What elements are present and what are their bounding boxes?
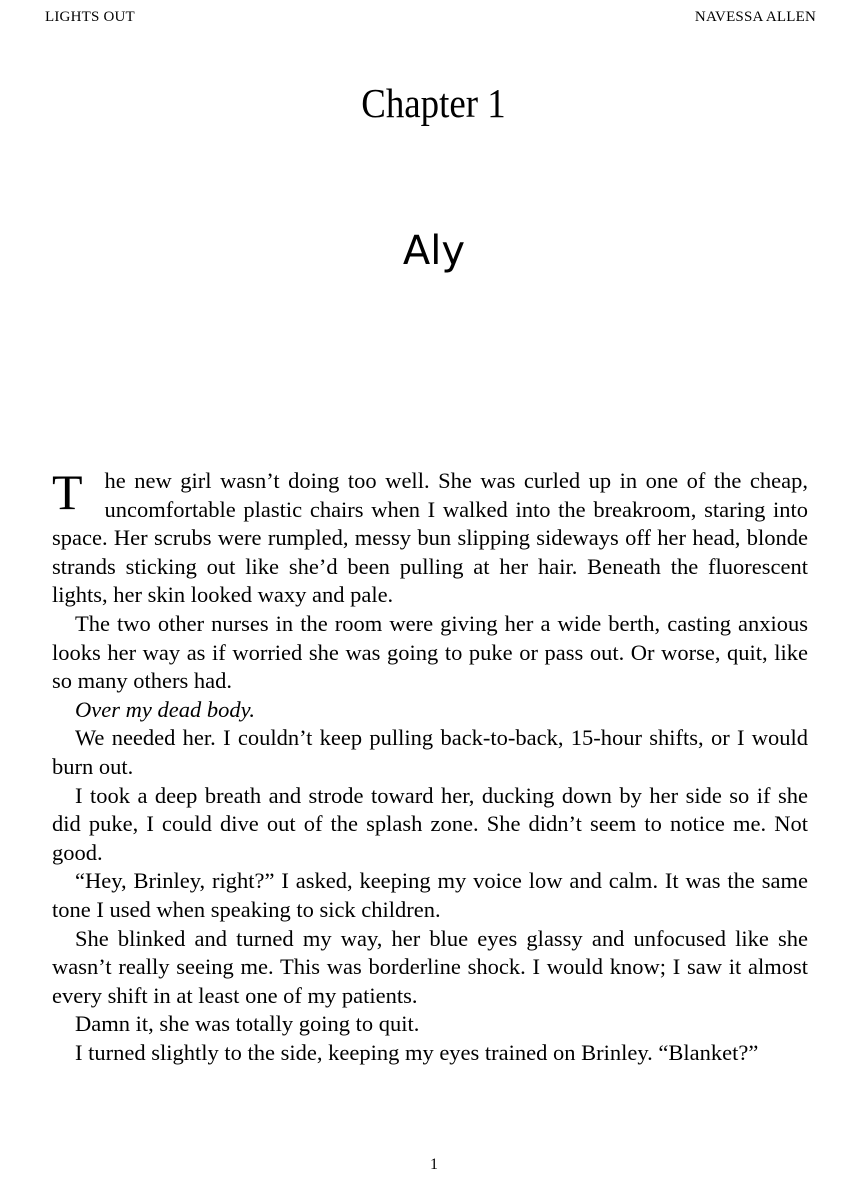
page-number: 1 [430, 1156, 438, 1173]
chapter-pov-name: Aly [402, 228, 466, 274]
paragraph-1 [52, 464, 808, 610]
paragraph-2: The two other nurses in the room were giving her a wide berth, casting anxious looks her way as if worried she was going to puke or pass out. Or worse, quit, like so many others had. [52, 610, 808, 694]
drop-cap: T [52, 464, 83, 520]
chapter-title: Chapter 1 [361, 80, 506, 126]
paragraph-9: I turned slightly to the side, keeping my eyes trained on Brinley. “Blanket?” [75, 1039, 759, 1065]
paragraph-6: “Hey, Brinley, right?” I asked, keeping my voice low and calm. It was the same tone I used when speaking to sick children. [52, 868, 808, 922]
paragraph-1-text: he new girl wasn’t doing too well. She was curled up in one of the cheap, uncomfortable plastic chairs when I walked into the breakroom, staring into space. Her scrubs were rumpled, messy bun slipping sideways off her head, blonde strands sticking out like she’d been pulling at her hair. Beneath the fluorescent lights, her skin looked waxy and pale. [52, 468, 808, 608]
chapter-body [52, 464, 808, 1067]
paragraph-8: Damn it, she was totally going to quit. [75, 1011, 420, 1037]
paragraph-3: Over my dead body. [75, 696, 255, 722]
paragraph-4: We needed her. I couldn’t keep pulling back-to-back, 15-hour shifts, or I would burn out. [52, 725, 808, 779]
running-head-title: LIGHTS OUT [45, 9, 135, 25]
paragraph-7: She blinked and turned my way, her blue eyes glassy and unfocused like she wasn’t really seeing me. This was borderline shock. I would know; I saw it almost every shift in at least one of my patients. [52, 925, 808, 1008]
running-head-author: NAVESSA ALLEN [694, 9, 816, 25]
paragraph-5: I took a deep breath and strode toward her, ducking down by her side so if she did puke, I could dive out of the splash zone. She didn’t seem to notice me. Not good. [52, 782, 808, 865]
